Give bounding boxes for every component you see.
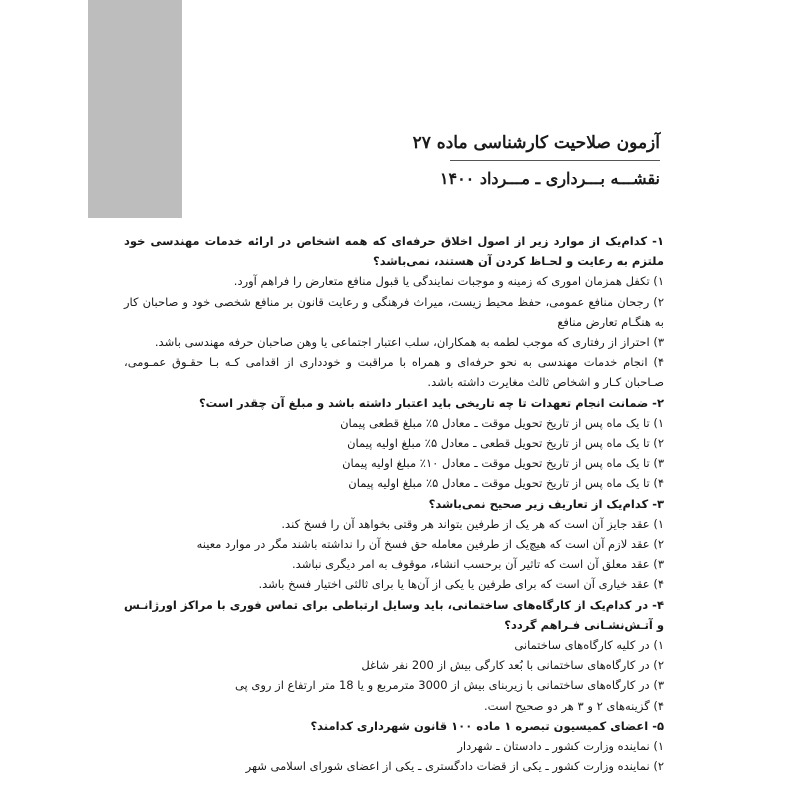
question-1-option-4: ۴) انجام خدمات مهندسی به نحو حرفه‌ای و همراه با مراقبت و خودداری از اقدامی کـه بـا حقـوق عمـومی، صـاحبان کـار و اشخاص ثالث مغایرت داشته باشد. bbox=[124, 355, 664, 390]
question-2-option-2: ۲) تا یک ماه پس از تاریخ تحویل قطعی ـ معادل ۵٪ مبلغ اولیه پیمان bbox=[347, 436, 664, 451]
question-5-option-2: ۲) نماینده وزارت کشور ـ یکی از قضات دادگستری ـ یکی از اعضای شورای اسلامی شهر bbox=[245, 759, 664, 774]
question-3-option-2: ۲) عقد لازم آن است که هیچ‌یک از طرفین معامله حق فسخ آن را نداشته باشند مگر در موارد معینه bbox=[196, 537, 664, 552]
question-2-option-4: ۴) تا یک ماه پس از تاریخ تحویل موقت ـ معادل ۵٪ مبلغ اولیه پیمان bbox=[348, 476, 664, 491]
question-5: ۵- اعضای کمیسیون تبصره ۱ ماده ۱۰۰ قانون شهرداری کدامند؟ bbox=[310, 718, 664, 733]
question-3-option-3: ۳) عقد معلق آن است که تاثیر آن برحسب انشاء، موقوف به امر دیگری نباشد. bbox=[292, 557, 664, 572]
decorative-gray-bar bbox=[88, 0, 182, 218]
questions-content bbox=[124, 231, 664, 776]
question-4: ۴- در کدام‌یک از کارگاه‌های ساختمانی، باید وسایل ارتباطی برای تماس فوری با مراکز اورژانـس و آتـش‌نشـانی فـراهم گردد؟ bbox=[124, 597, 664, 632]
question-2-option-1: ۱) تا یک ماه پس از تاریخ تحویل موقت ـ معادل ۵٪ مبلغ قطعی پیمان bbox=[340, 415, 664, 430]
question-4-option-2: ۲) در کارگاه‌های ساختمانی با بُعد کارگی بیش از 200 نفر شاغل bbox=[361, 658, 664, 673]
page-header bbox=[280, 130, 660, 191]
question-2: ۲- ضمانت انجام تعهدات تا چه تاریخی باید اعتبار داشته باشد و مبلغ آن چقدر است؟ bbox=[198, 395, 664, 410]
question-4-option-3: ۳) در کارگاه‌های ساختمانی با زیربنای بیش از 3000 مترمربع و یا 18 متر ارتفاع از روی پی bbox=[234, 678, 664, 693]
question-2-option-3: ۳) تا یک ماه پس از تاریخ تحویل موقت ـ معادل ۱۰٪ مبلغ اولیه پیمان bbox=[342, 456, 664, 471]
question-5-option-1: ۱) نماینده وزارت کشور ـ دادستان ـ شهردار bbox=[457, 739, 664, 754]
question-3: ۳- کدام‌یک از تعاریف زیر صحیح نمی‌باشد؟ bbox=[428, 496, 664, 511]
question-1-option-3: ۳) احتراز از رفتاری که موجب لطمه به همکاران، سلب اعتبار اجتماعی یا وهن صاحبان حرفه مهندسی باشد. bbox=[154, 335, 664, 350]
question-1: ۱- کدام‌یک از موارد زیر از اصول اخلاق حرفه‌ای که همه اشخاص در ارائه خدمات مهندسی خود ملتزم به رعایت و لحـاظ کردن آن هستند، نمی‌باشد؟ bbox=[124, 234, 664, 269]
question-3-option-4: ۴) عقد خیاری آن است که برای طرفین یا یکی از آن‌ها یا برای ثالثی اختیار فسخ باشد. bbox=[258, 577, 664, 592]
exam-subtitle: نقشـــه بـــرداری ـ مـــرداد ۱۴۰۰ bbox=[439, 169, 660, 188]
question-4-option-4: ۴) گزینه‌های ۲ و ۳ هر دو صحیح است. bbox=[483, 698, 664, 713]
question-4-option-1: ۱) در کلیه کارگاه‌های ساختمانی bbox=[514, 638, 664, 653]
question-1-option-2: ۲) رجحان منافع عمومی، حفظ محیط زیست، میراث فرهنگی و رعایت قانون بر منافع شخصی خود و صاحبان کار به هنگـام تعارض منافع bbox=[124, 294, 664, 329]
question-3-option-1: ۱) عقد جایز آن است که هر یک از طرفین بتواند هر وقتی بخواهد آن را فسخ کند. bbox=[281, 516, 664, 531]
header-divider bbox=[450, 160, 660, 161]
question-1-option-1: ۱) تکفل همزمان اموری که زمینه و موجبات نمایندگی یا قبول منافع متعارض را فراهم آورد. bbox=[233, 274, 664, 289]
exam-title: آزمون صلاحیت کارشناسی ماده ۲۷ bbox=[412, 133, 660, 153]
